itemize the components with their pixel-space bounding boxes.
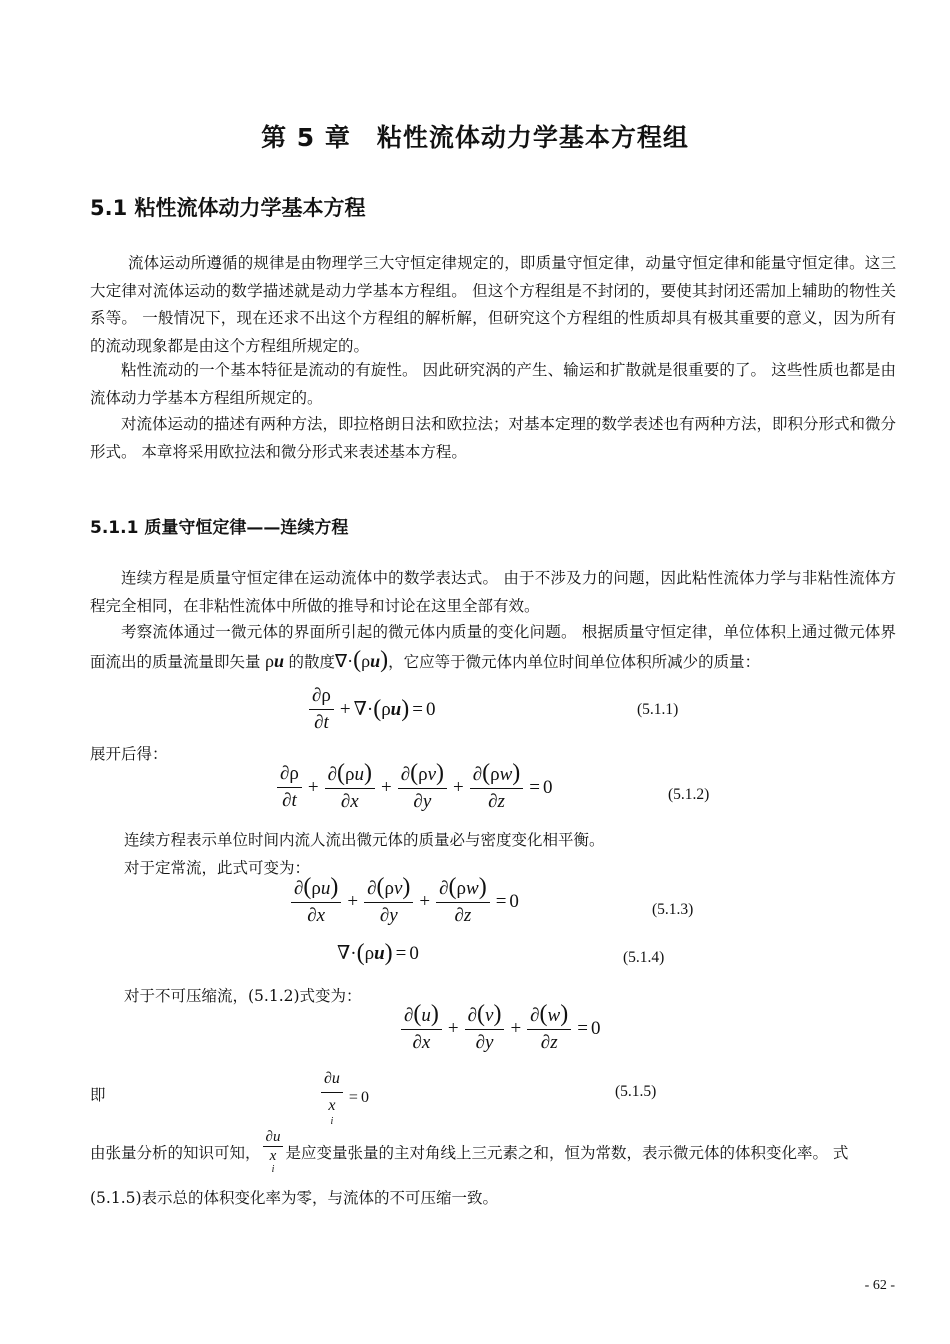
equation-incompressible-expanded: $\frac{\partial(u)}{\partial x}$ + $\frac{\partial(v)}{\partial y}$ + $\frac{\partial(w)}{\partial z}$ = 0: [398, 1003, 600, 1054]
section-title: 5.1 粘性流体动力学基本方程: [90, 196, 366, 220]
mass-flux-symbol: ρu: [260, 650, 285, 671]
intro-paragraph-2: 粘性流动的一个基本特征是流动的有旋性。 因此研究涡的产生、输运和扩散就是很重要的了。 这些性质也都是由流体动力学基本方程组所规定的。: [90, 361, 896, 407]
subsection-title: 5.1.1 质量守恒定律——连续方程: [90, 518, 349, 538]
equation-number-5-1-1: (5.1.1): [637, 701, 679, 718]
mass-flux-tail-2: ，它应等于微元体内单位时间单位体积所减少的质量：: [388, 652, 761, 671]
text-balance: 连续方程表示单位时间内流人流出微元体的质量必与密度变化相平衡。: [124, 831, 605, 849]
text-steady: 对于定常流，此式可变为：: [124, 859, 311, 877]
tensor-text-1: 由张量分析的知识可知，: [90, 1143, 261, 1162]
tensor-line: [90, 1128, 848, 1175]
equation-5-1-2: $\frac{\partial\rho}{\partial t}$ + $\frac{\partial(\rho u)}{\partial x}$ + $\frac{\partial(\rho v)}{\partial y}$ + $\frac{\partial(\rho w)}{\partial z}$ = 0: [274, 762, 553, 813]
equation-5-1-5: ∂u x i = 0: [318, 1068, 369, 1127]
chapter-title: 第 5 章 粘性流体动力学基本方程组: [261, 123, 689, 152]
continuity-paragraph-1: 连续方程是质量守恒定律在运动流体中的数学表达式。 由于不涉及力的问题，因此粘性流体力学与非粘性流体方程完全相同，在非粘性流体中所做的推导和讨论在这里全部有效。: [90, 569, 896, 615]
equation-number-5-1-2: (5.1.2): [668, 786, 710, 803]
equation-number-5-1-3: (5.1.3): [652, 901, 694, 918]
equation-number-5-1-4: (5.1.4): [623, 949, 665, 966]
equation-5-1-3: $\frac{\partial(\rho u)}{\partial x}$ + $\frac{\partial(\rho v)}{\partial y}$ + $\frac{\partial(\rho w)}{\partial z}$ = 0: [288, 876, 519, 927]
tensor-text-2: 是应变量张量的主对角线上三元素之和，恒为常数，表示微元体的体积变化率。 式: [285, 1143, 849, 1162]
tensor-text-3: (5.1.5)表示总的体积变化率为零，与流体的不可压缩一致。: [90, 1189, 499, 1207]
mass-flux-tail-1: 的散度: [288, 652, 336, 671]
text-expand: 展开后得：: [90, 745, 168, 763]
text-incompressible: 对于不可压缩流，(5.1.2)式变为：: [124, 987, 362, 1005]
divergence-fraction: ∂u x i: [263, 1128, 284, 1175]
equation-5-1-1: $\frac{\partial\rho}{\partial t}$ + ∇· ( ρu ) = 0: [306, 685, 435, 734]
divergence-symbol: ∇·(ρu): [335, 646, 389, 673]
continuity-paragraph-2: [90, 619, 896, 676]
intro-paragraph-3: 对流体运动的描述有两种方法，即拉格朗日法和欧拉法；对基本定理的数学表述也有两种方法，即积分形式和微分形式。 本章将采用欧拉法和微分形式来表述基本方程。: [90, 415, 897, 461]
text-ji: 即: [90, 1086, 106, 1104]
continuity-paragraph-2-text: 考察流体通过一微元体的界面所引起的微元体内质量的变化问题。 根据质量守恒定律，单位体积上通过微元体界面流出的质量流量即矢量: [90, 623, 896, 671]
equation-number-5-1-5: (5.1.5): [615, 1083, 657, 1100]
page-number: - 62 -: [864, 1278, 895, 1293]
equation-5-1-4: ∇· ( ρu ) = 0: [337, 940, 419, 966]
intro-paragraph-1: 流体运动所遵循的规律是由物理学三大守恒定律规定的，即质量守恒定律，动量守恒定律和能量守恒定律。这三大定律对流体运动的数学描述就是动力学基本方程组。 但这个方程组是不封闭的，要使其封闭还需加上辅助的物性关系等。 一般情况下，现在还求不出这个方程组的解析解，但研究这个方程组的性质却具有极其重要的意义，因为所有的流动现象都是由这个方程组所规定的。: [90, 254, 896, 355]
